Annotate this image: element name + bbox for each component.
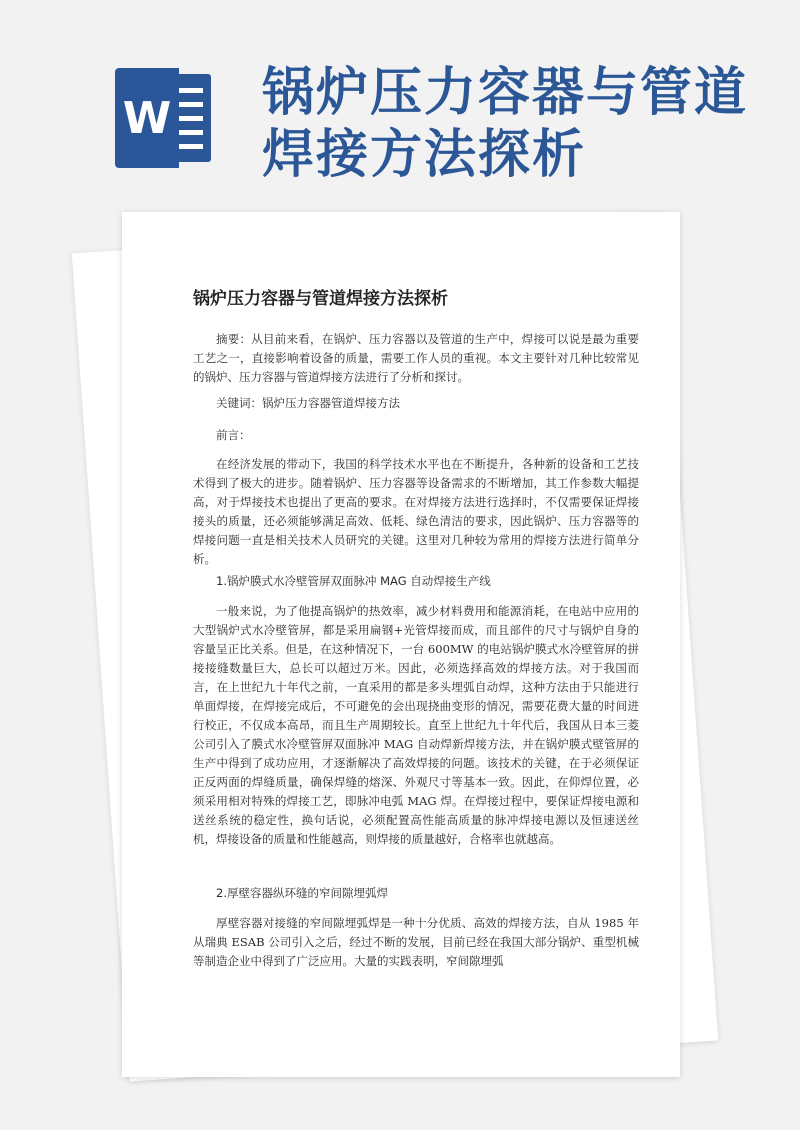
section2-paragraph: 厚壁容器对接缝的窄间隙埋弧焊是一种十分优质、高效的焊接方法，自从 1985 年从瑞典 ESAB 公司引入之后，经过不断的发展，目前已经在我国大部分锅炉、重型机械等制造企业中得到了广泛应用。大量的实践表明，窄间隙埋弧 bbox=[193, 916, 639, 968]
word-letter: W bbox=[115, 68, 179, 168]
keywords-line: 关键词：锅炉压力容器管道焊接方法 bbox=[216, 396, 400, 410]
section1-heading: 1.锅炉膜式水冷壁管屏双面脉冲 MAG 自动焊接生产线 bbox=[216, 574, 491, 588]
section2-heading: 2.厚壁容器纵环缝的窄间隙埋弧焊 bbox=[216, 886, 388, 900]
document-title: 锅炉压力容器与管道焊接方法探析 bbox=[193, 289, 448, 309]
word-doc-icon bbox=[115, 68, 215, 168]
preface-paragraph: 在经济发展的带动下，我国的科学技术水平也在不断提升，各种新的设备和工艺技术得到了极大的进步。随着锅炉、压力容器等设备需求的不断增加，其工作参数大幅提高，对于焊接技术也提出了更高的要求。在对焊接方法进行选择时，不仅需要保证焊接接头的质量，还必须能够满足高效、低耗、绿色清洁的要求，因此锅炉、压力容器等的焊接问题一直是相关技术人员研究的关键。这里对几种较为常用的焊接方法进行简单分析。 bbox=[193, 457, 639, 566]
preface-label: 前言： bbox=[216, 428, 251, 442]
abstract-paragraph: 摘要：从目前来看，在锅炉、压力容器以及管道的生产中，焊接可以说是最为重要工艺之一，直接影响着设备的质量，需要工作人员的重视。本文主要针对几种比较常见的锅炉、压力容器与管道焊接方法进行了分析和探讨。 bbox=[193, 332, 639, 384]
document-page[interactable] bbox=[122, 212, 680, 1077]
banner-title: 锅炉压力容器与管道焊接方法探析 bbox=[262, 63, 749, 185]
section1-paragraph: 一般来说，为了他提高锅炉的热效率，减少材料费用和能源消耗，在电站中应用的大型锅炉式水冷壁管屏，都是采用扁钢+光管焊接而成，而且部件的尺寸与锅炉自身的容量呈正比关系。但是，在这种情况下，一台 600MW 的电站锅炉膜式水冷壁管屏的拼接接缝数量巨大，总长可以超过万米。因此，必须选择高效的焊接方法。对于我国而言，在上世纪九十年代之前，一直采用的都是多头埋弧自动焊，这种方法由于只能进行单面焊接，在焊接完成后，不可避免的会出现挠曲变形的情况，需要花费大量的时间进行校正，不仅成本高昂，而且生产周期较长。直至上世纪九十年代后，我国从日本三菱公司引入了膜式水冷壁管屏双面脉冲 MAG 自动焊新焊接方法，并在锅炉膜式壁管屏的生产中得到了成功应用，才逐渐解决了高效焊接的问题。该技术的关键，在于必须保证正反两面的焊缝质量，确保焊缝的熔深、外观尺寸等基本一致。因此，在仰焊位置，必须采用相对特殊的焊接工艺，即脉冲电弧 MAG 焊。在焊接过程中，要保证焊接电源和送丝系统的稳定性，换句话说，必须配置高性能高质量的脉冲焊接电源以及恒速送丝机，焊接设备的质量和性能越高，则焊接的质量越好，合格率也就越高。 bbox=[193, 604, 639, 846]
